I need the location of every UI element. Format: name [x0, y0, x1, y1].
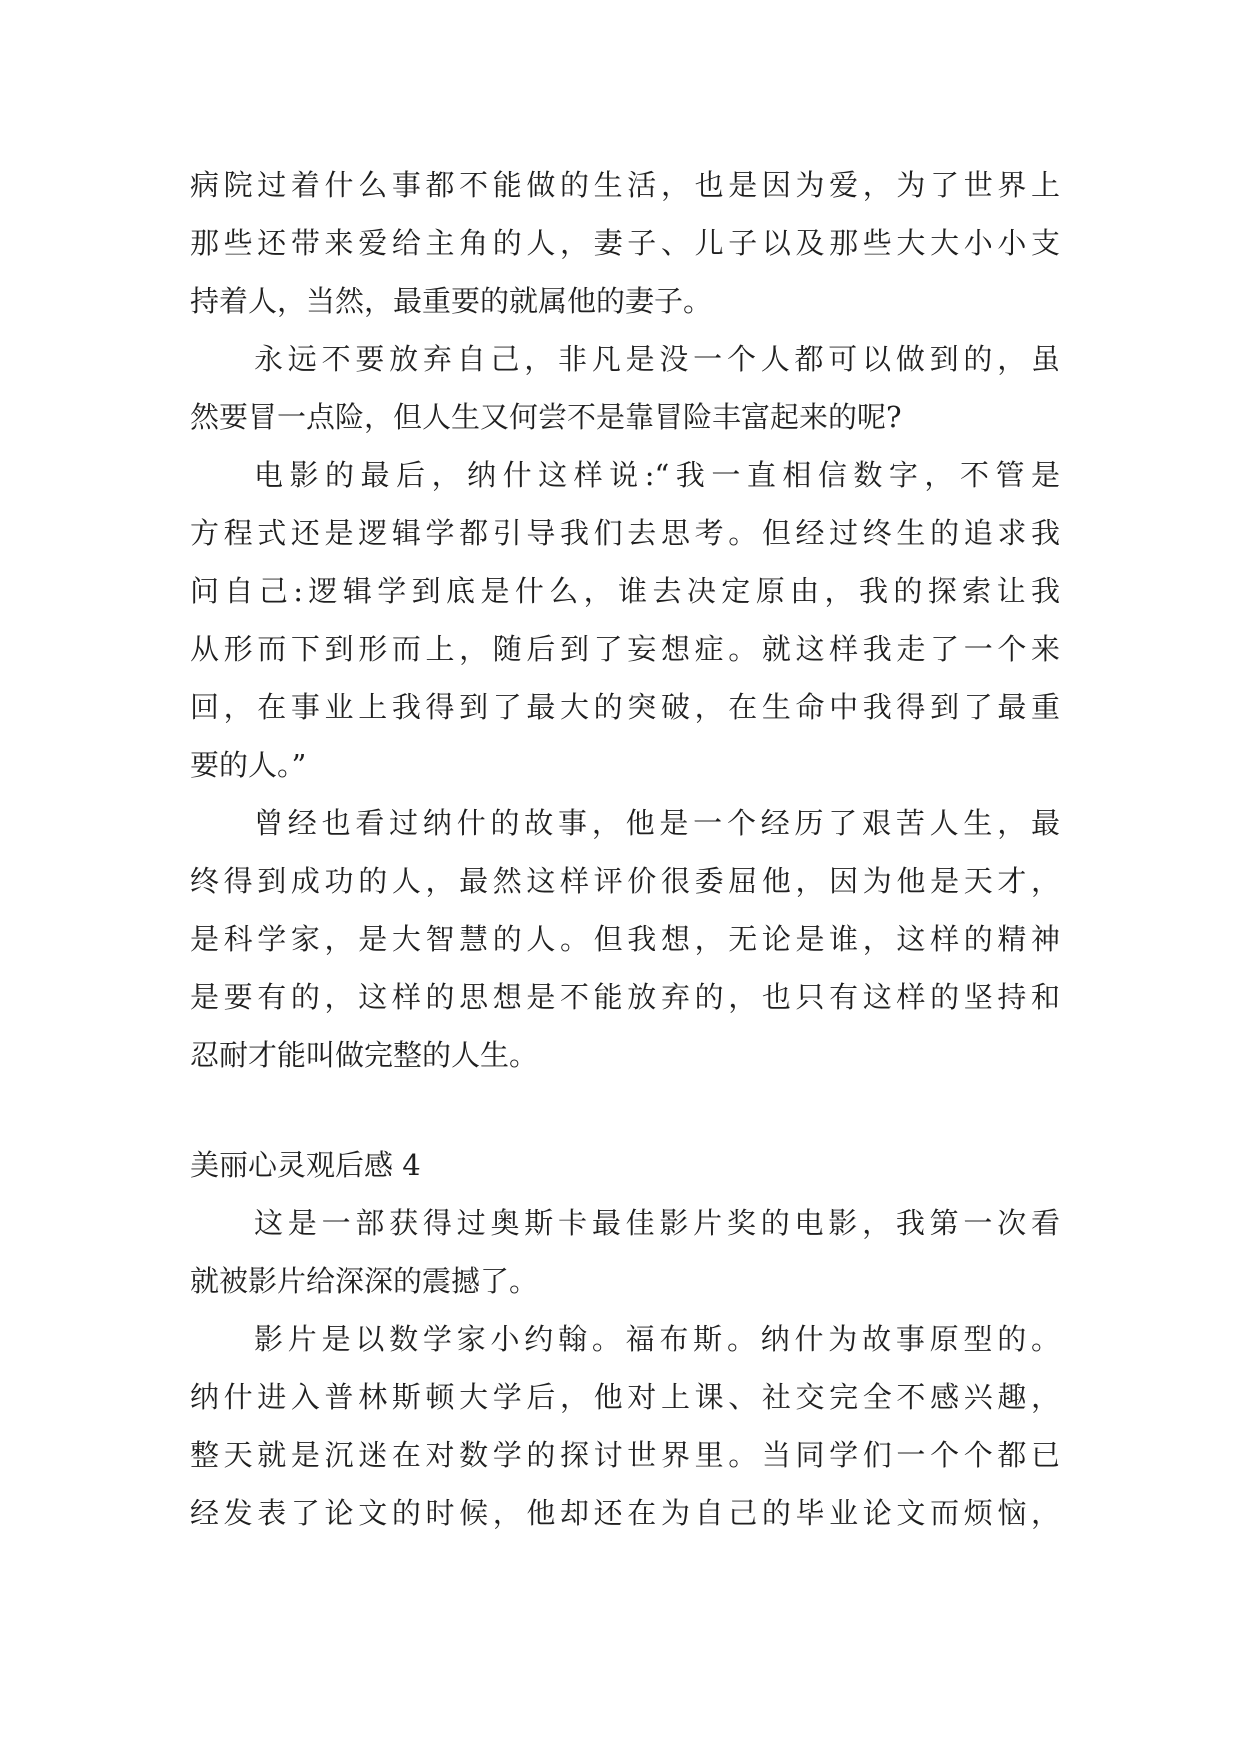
text-line: 是科学家，是大智慧的人。但我想，无论是谁，这样的精神 [190, 922, 1060, 956]
text-line: 影片是以数学家小约翰。福布斯。纳什为故事原型的。 [254, 1322, 1060, 1356]
paragraph [190, 1194, 1060, 1310]
text-line: 整天就是沉迷在对数学的探讨世界里。当同学们一个个都已 [190, 1438, 1060, 1472]
paragraph [190, 1310, 1060, 1542]
section-heading: 美丽心灵观后感 4 [190, 1148, 421, 1182]
text-line: 这是一部获得过奥斯卡最佳影片奖的电影，我第一次看 [254, 1206, 1060, 1240]
text-line: 是要有的，这样的思想是不能放弃的，也只有这样的坚持和 [190, 980, 1060, 1014]
text-line: 永远不要放弃自己，非凡是没一个人都可以做到的，虽 [254, 342, 1060, 376]
text-line: 终得到成功的人，最然这样评价很委屈他，因为他是天才， [190, 864, 1060, 898]
text-line: 经发表了论文的时候，他却还在为自己的毕业论文而烦恼， [190, 1496, 1060, 1530]
paragraph [190, 156, 1060, 330]
text-line: 病院过着什么事都不能做的生活，也是因为爱，为了世界上 [190, 168, 1060, 202]
text-line: 问自己:逻辑学到底是什么，谁去决定原由，我的探索让我 [190, 574, 1060, 608]
text-line: 就被影片给深深的震撼了。 [190, 1264, 539, 1298]
paragraph [190, 330, 1060, 446]
text-line: 回，在事业上我得到了最大的突破，在生命中我得到了最重 [190, 690, 1060, 724]
section-gap [190, 1084, 1060, 1136]
text-line: 方程式还是逻辑学都引导我们去思考。但经过终生的追求我 [190, 516, 1060, 550]
text-line: 持着人，当然，最重要的就属他的妻子。 [190, 284, 713, 318]
text-line: 曾经也看过纳什的故事，他是一个经历了艰苦人生，最 [254, 806, 1060, 840]
text-line: 那些还带来爱给主角的人，妻子、儿子以及那些大大小小支 [190, 226, 1060, 260]
text-line: 电影的最后，纳什这样说:“我一直相信数字，不管是 [254, 458, 1060, 492]
text-line: 要的人。” [190, 748, 307, 782]
document-body [190, 156, 1060, 1542]
paragraph [190, 446, 1060, 794]
text-line: 然要冒一点险，但人生又何尝不是靠冒险丰富起来的呢? [190, 400, 902, 434]
text-line: 从形而下到形而上，随后到了妄想症。就这样我走了一个来 [190, 632, 1060, 666]
text-line: 忍耐才能叫做完整的人生。 [190, 1038, 539, 1072]
paragraph [190, 794, 1060, 1084]
text-line: 纳什进入普林斯顿大学后，他对上课、社交完全不感兴趣， [190, 1380, 1060, 1414]
